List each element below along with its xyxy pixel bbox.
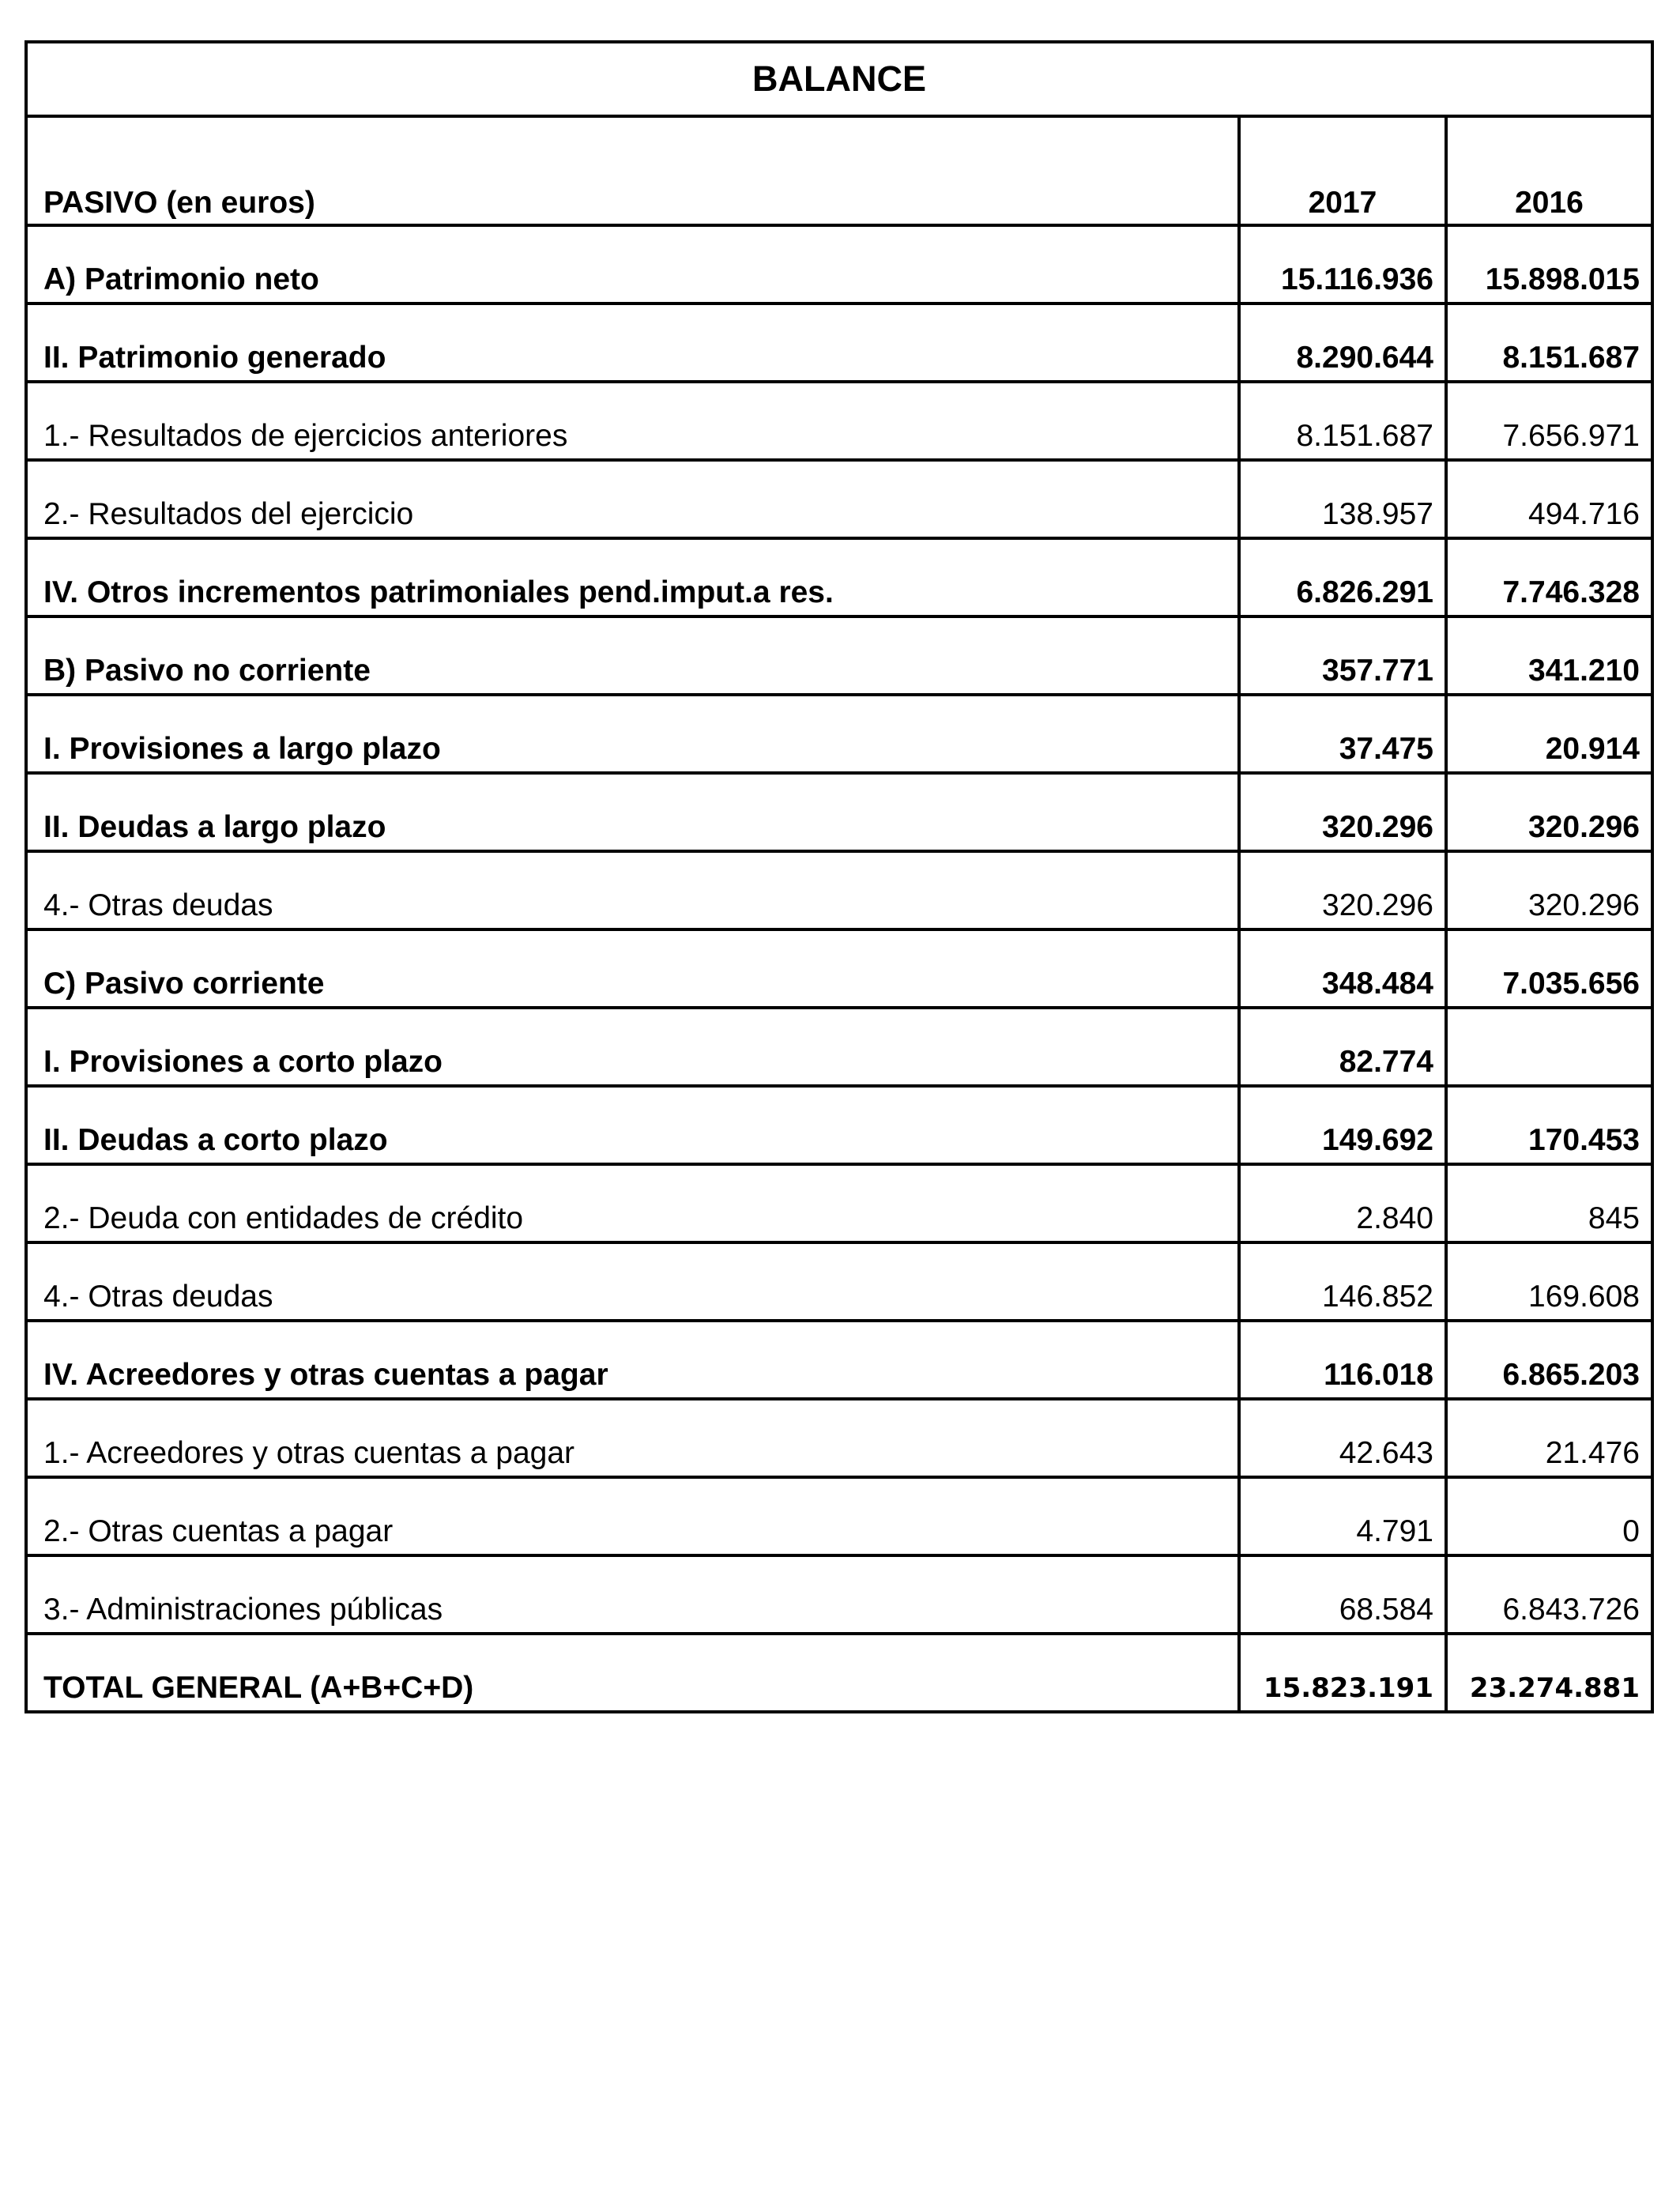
row-label: 4.- Otras deudas <box>26 851 1239 929</box>
row-label: IV. Acreedores y otras cuentas a pagar <box>26 1321 1239 1399</box>
row-value-2016: 21.476 <box>1446 1399 1652 1477</box>
row-value-2016: 8.151.687 <box>1446 303 1652 382</box>
row-label: C) Pasivo corriente <box>26 929 1239 1008</box>
row-value-2017: 15.116.936 <box>1239 225 1446 303</box>
table-row <box>26 929 1652 1008</box>
row-value-2016: 6.843.726 <box>1446 1555 1652 1634</box>
header-year-2017: 2017 <box>1239 116 1446 225</box>
row-value-2017: 37.475 <box>1239 695 1446 773</box>
row-value-2016: 341.210 <box>1446 616 1652 695</box>
title-row <box>26 42 1652 116</box>
row-label: II. Deudas a largo plazo <box>26 773 1239 851</box>
row-value-2017: 6.826.291 <box>1239 538 1446 616</box>
row-value-2016: 15.898.015 <box>1446 225 1652 303</box>
total-value-2016: 23.274.881 <box>1446 1634 1652 1712</box>
table-row <box>26 616 1652 695</box>
row-value-2016: 7.656.971 <box>1446 382 1652 460</box>
row-value-2016: 845 <box>1446 1164 1652 1242</box>
row-value-2017: 146.852 <box>1239 1242 1446 1321</box>
row-value-2017: 348.484 <box>1239 929 1446 1008</box>
table-row <box>26 1242 1652 1321</box>
header-row <box>26 116 1652 225</box>
row-value-2016: 494.716 <box>1446 460 1652 538</box>
row-value-2017: 42.643 <box>1239 1399 1446 1477</box>
table-row <box>26 1399 1652 1477</box>
row-value-2017: 149.692 <box>1239 1086 1446 1164</box>
row-value-2016: 170.453 <box>1446 1086 1652 1164</box>
row-value-2017: 320.296 <box>1239 851 1446 929</box>
row-label: B) Pasivo no corriente <box>26 616 1239 695</box>
table-row <box>26 382 1652 460</box>
table-row <box>26 1164 1652 1242</box>
row-label: 3.- Administraciones públicas <box>26 1555 1239 1634</box>
total-label: TOTAL GENERAL (A+B+C+D) <box>26 1634 1239 1712</box>
table-row <box>26 695 1652 773</box>
table-row <box>26 773 1652 851</box>
table-row <box>26 1321 1652 1399</box>
row-value-2017: 2.840 <box>1239 1164 1446 1242</box>
row-value-2016: 320.296 <box>1446 851 1652 929</box>
row-value-2016: 7.035.656 <box>1446 929 1652 1008</box>
table-row <box>26 460 1652 538</box>
row-value-2016: 6.865.203 <box>1446 1321 1652 1399</box>
row-value-2016 <box>1446 1008 1652 1086</box>
row-label: II. Deudas a corto plazo <box>26 1086 1239 1164</box>
balance-table <box>24 40 1654 1713</box>
table-row <box>26 1477 1652 1555</box>
row-value-2016: 169.608 <box>1446 1242 1652 1321</box>
row-label: 2.- Resultados del ejercicio <box>26 460 1239 538</box>
row-label: 2.- Otras cuentas a pagar <box>26 1477 1239 1555</box>
row-label: I. Provisiones a largo plazo <box>26 695 1239 773</box>
row-label: 1.- Acreedores y otras cuentas a pagar <box>26 1399 1239 1477</box>
row-value-2017: 357.771 <box>1239 616 1446 695</box>
row-value-2017: 8.290.644 <box>1239 303 1446 382</box>
table-row <box>26 303 1652 382</box>
total-row <box>26 1634 1652 1712</box>
row-label: 4.- Otras deudas <box>26 1242 1239 1321</box>
row-label: I. Provisiones a corto plazo <box>26 1008 1239 1086</box>
row-value-2017: 8.151.687 <box>1239 382 1446 460</box>
row-value-2016: 0 <box>1446 1477 1652 1555</box>
row-value-2016: 7.746.328 <box>1446 538 1652 616</box>
total-value-2017: 15.823.191 <box>1239 1634 1446 1712</box>
row-value-2017: 138.957 <box>1239 460 1446 538</box>
row-value-2017: 320.296 <box>1239 773 1446 851</box>
row-value-2017: 116.018 <box>1239 1321 1446 1399</box>
table-row <box>26 1086 1652 1164</box>
table-row <box>26 851 1652 929</box>
table-row <box>26 225 1652 303</box>
row-value-2016: 20.914 <box>1446 695 1652 773</box>
row-label: II. Patrimonio generado <box>26 303 1239 382</box>
header-label: PASIVO (en euros) <box>26 116 1239 225</box>
row-label: 1.- Resultados de ejercicios anteriores <box>26 382 1239 460</box>
row-value-2017: 82.774 <box>1239 1008 1446 1086</box>
row-value-2017: 4.791 <box>1239 1477 1446 1555</box>
row-value-2017: 68.584 <box>1239 1555 1446 1634</box>
table-title: BALANCE <box>26 42 1652 116</box>
table-row <box>26 538 1652 616</box>
table-row <box>26 1555 1652 1634</box>
header-year-2016: 2016 <box>1446 116 1652 225</box>
row-label: 2.- Deuda con entidades de crédito <box>26 1164 1239 1242</box>
row-label: A) Patrimonio neto <box>26 225 1239 303</box>
table-row <box>26 1008 1652 1086</box>
row-value-2016: 320.296 <box>1446 773 1652 851</box>
row-label: IV. Otros incrementos patrimoniales pend.imput.a res. <box>26 538 1239 616</box>
